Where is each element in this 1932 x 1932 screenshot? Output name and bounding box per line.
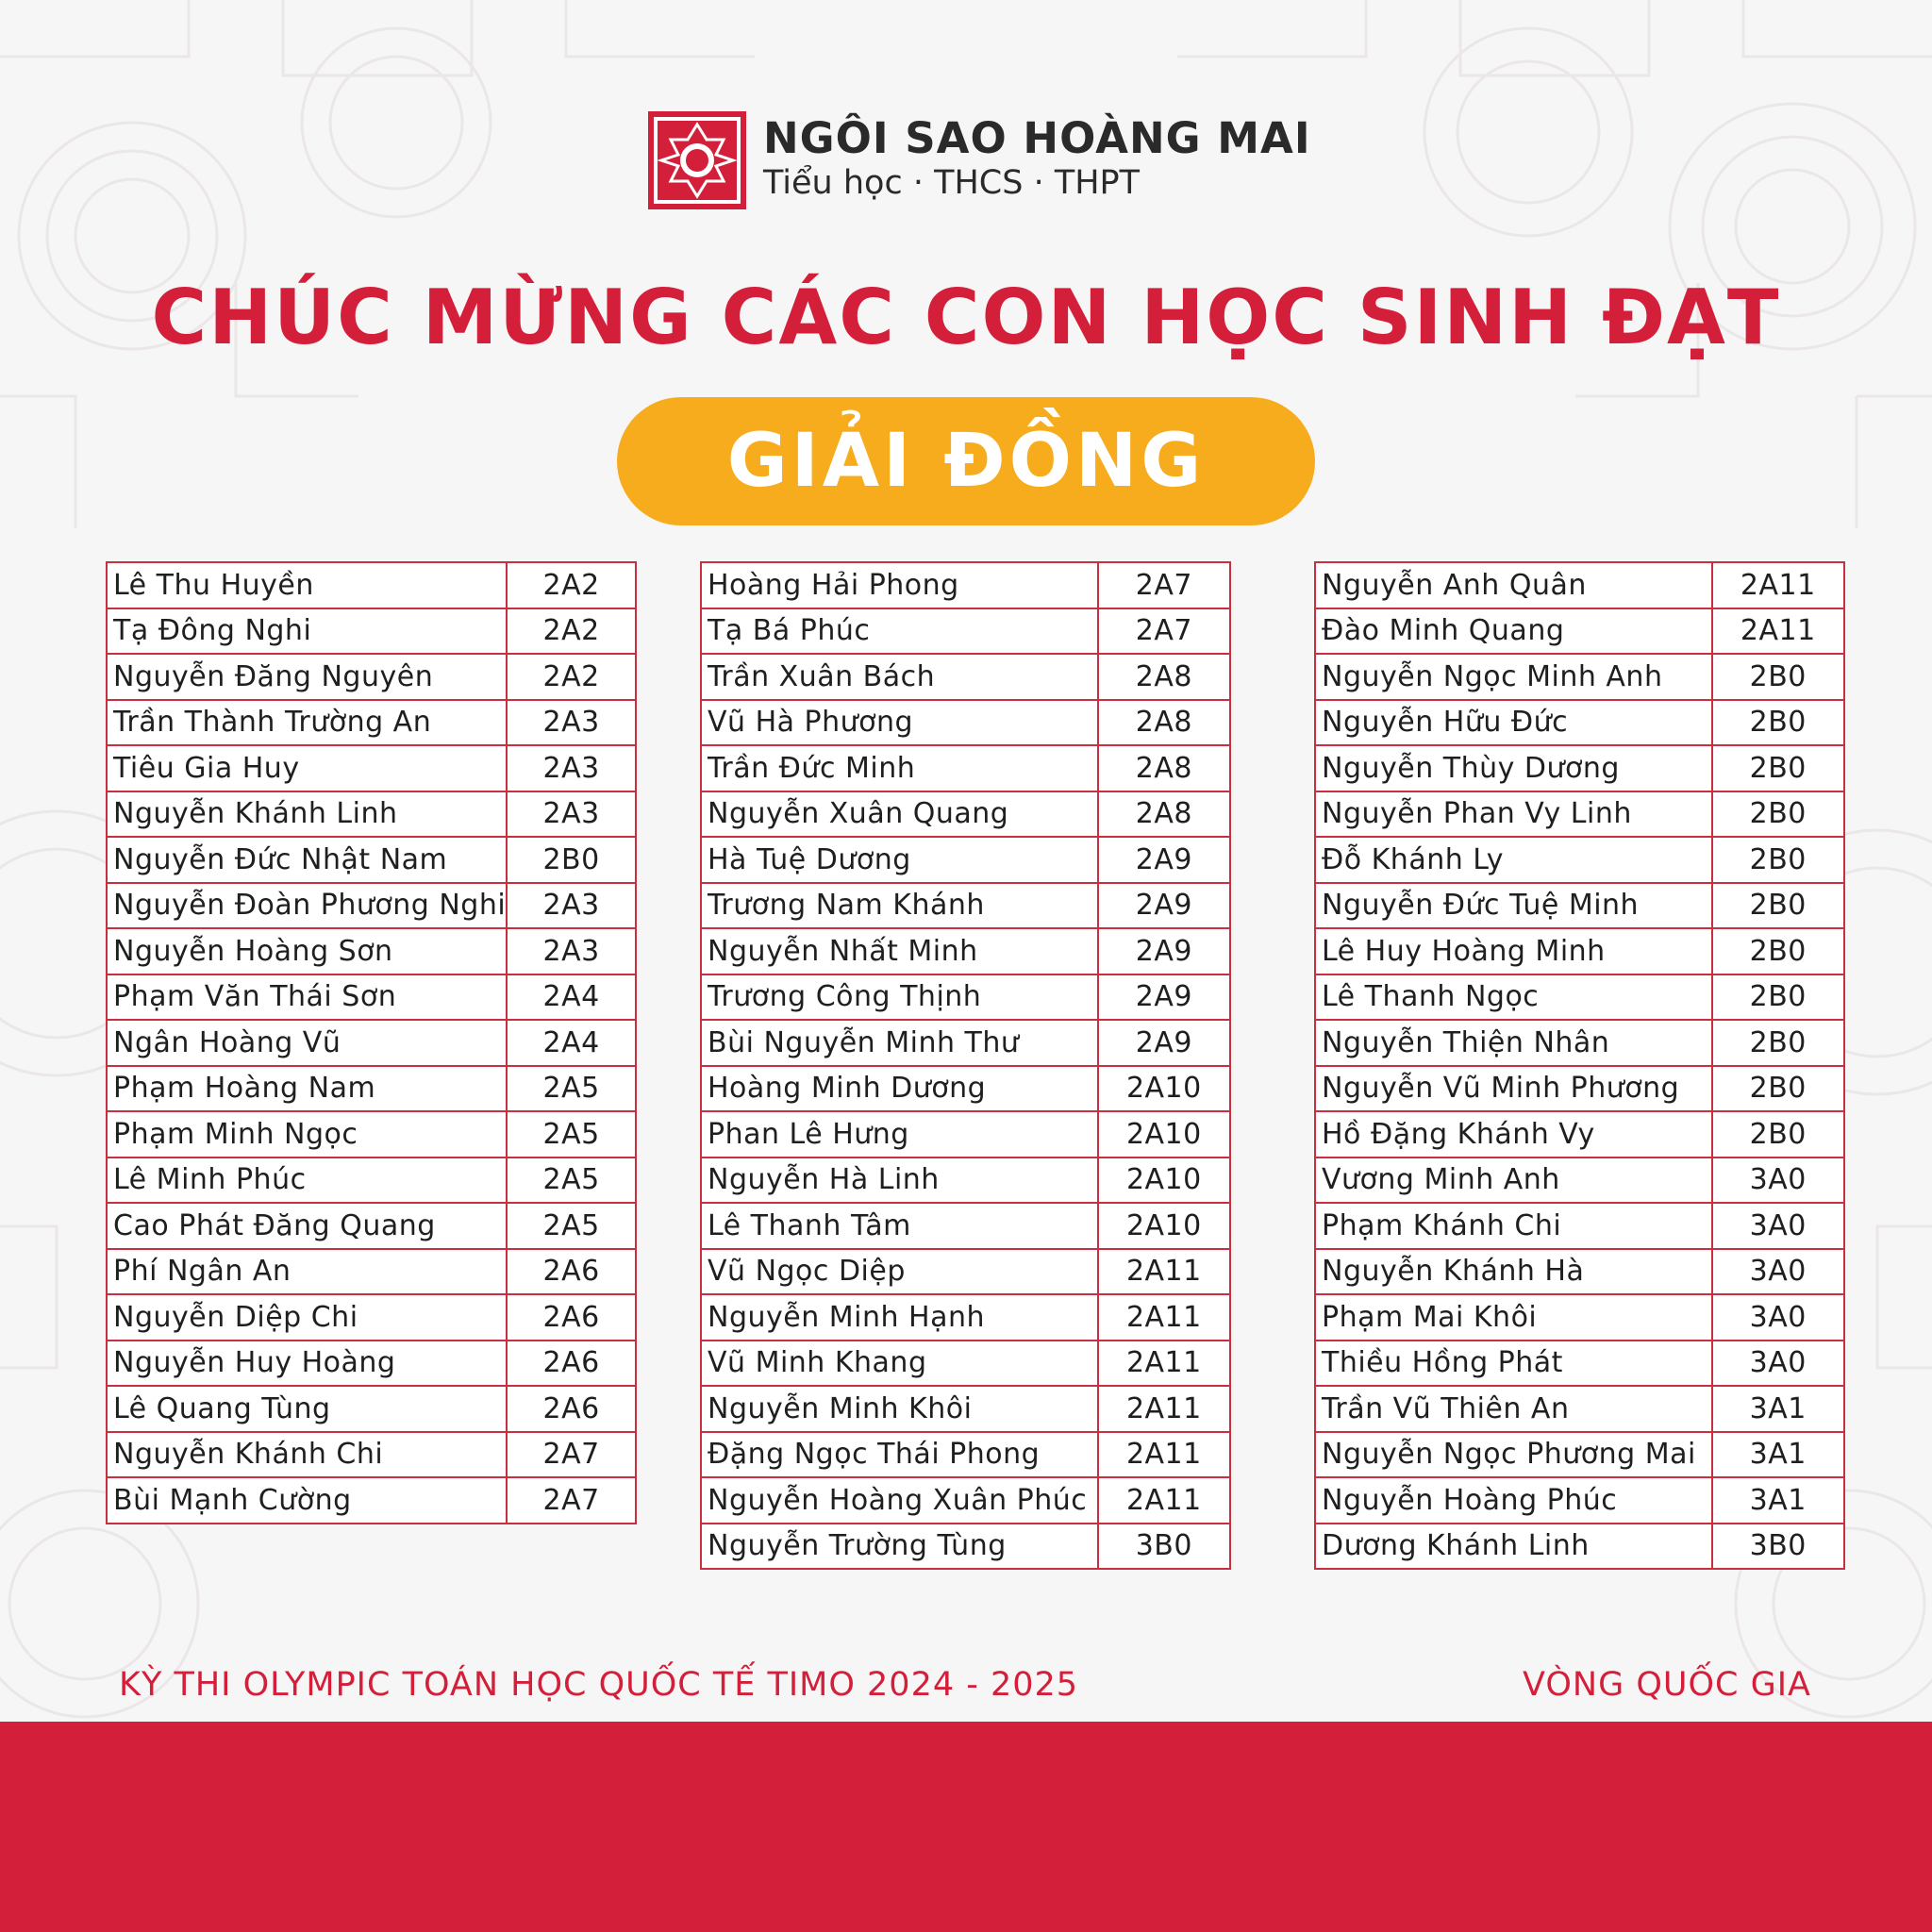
- student-table-2: [700, 561, 1231, 1570]
- student-name: Phan Lê Hưng: [701, 1111, 1098, 1158]
- student-name: Dương Khánh Linh: [1315, 1524, 1712, 1570]
- student-class: 3A0: [1712, 1341, 1844, 1387]
- student-name: Trần Vũ Thiên An: [1315, 1386, 1712, 1432]
- student-name: Bùi Nguyễn Minh Thư: [701, 1020, 1098, 1066]
- table-row: [107, 1158, 636, 1204]
- student-class: 3B0: [1712, 1524, 1844, 1570]
- student-class: 2A5: [507, 1066, 636, 1112]
- table-row: [1315, 1432, 1844, 1478]
- student-name: Hà Tuệ Dương: [701, 837, 1098, 883]
- table-row: [107, 883, 636, 929]
- student-name: Ngân Hoàng Vũ: [107, 1020, 507, 1066]
- table-row: [1315, 883, 1844, 929]
- student-class: 2A5: [507, 1158, 636, 1204]
- student-class: 2A10: [1098, 1203, 1230, 1249]
- table-row: [701, 1477, 1230, 1524]
- student-class: 2A10: [1098, 1066, 1230, 1112]
- student-name: Nguyễn Ngọc Phương Mai: [1315, 1432, 1712, 1478]
- table-row: [107, 1066, 636, 1112]
- student-name: Trần Xuân Bách: [701, 654, 1098, 700]
- student-class: 2B0: [1712, 837, 1844, 883]
- table-row: [107, 1111, 636, 1158]
- student-class: 2A2: [507, 562, 636, 608]
- student-class: 2B0: [1712, 654, 1844, 700]
- student-class: 2A6: [507, 1249, 636, 1295]
- student-class: 2B0: [1712, 791, 1844, 838]
- student-name: Nguyễn Khánh Chi: [107, 1432, 507, 1478]
- brand-name: NGÔI SAO HOÀNG MAI: [763, 113, 1311, 163]
- student-name: Nguyễn Anh Quân: [1315, 562, 1712, 608]
- table-row: [701, 1386, 1230, 1432]
- student-class: 2A9: [1098, 928, 1230, 974]
- student-class: 2A4: [507, 974, 636, 1021]
- student-class: 2B0: [1712, 700, 1844, 746]
- table-row: [1315, 791, 1844, 838]
- student-class: 2B0: [1712, 883, 1844, 929]
- student-class: 2A6: [507, 1294, 636, 1341]
- student-class: 3B0: [1098, 1524, 1230, 1570]
- table-row: [1315, 1158, 1844, 1204]
- student-name: Nguyễn Hữu Đức: [1315, 700, 1712, 746]
- student-name: Phạm Hoàng Nam: [107, 1066, 507, 1112]
- student-name: Nguyễn Xuân Quang: [701, 791, 1098, 838]
- student-class: 2A9: [1098, 837, 1230, 883]
- student-name: Nguyễn Trường Tùng: [701, 1524, 1098, 1570]
- table-row: [107, 562, 636, 608]
- student-class: 2A11: [1098, 1294, 1230, 1341]
- student-name: Đào Minh Quang: [1315, 608, 1712, 655]
- student-class: 2B0: [1712, 1020, 1844, 1066]
- table-row: [1315, 1524, 1844, 1570]
- student-name: Vũ Minh Khang: [701, 1341, 1098, 1387]
- table-row: [107, 1294, 636, 1341]
- student-name: Nguyễn Đức Nhật Nam: [107, 837, 507, 883]
- table-row: [1315, 1341, 1844, 1387]
- student-name: Nguyễn Hoàng Phúc: [1315, 1477, 1712, 1524]
- table-row: [701, 745, 1230, 791]
- student-name: Nguyễn Nhất Minh: [701, 928, 1098, 974]
- table-row: [107, 1020, 636, 1066]
- student-class: 3A1: [1712, 1432, 1844, 1478]
- student-class: 2A4: [507, 1020, 636, 1066]
- table-row: [107, 1203, 636, 1249]
- table-row: [107, 974, 636, 1021]
- table-row: [107, 1341, 636, 1387]
- table-row: [701, 974, 1230, 1021]
- student-class: 3A0: [1712, 1249, 1844, 1295]
- student-class: 2A9: [1098, 883, 1230, 929]
- table-row: [1315, 1294, 1844, 1341]
- student-table-3: [1314, 561, 1845, 1570]
- student-name: Nguyễn Hoàng Sơn: [107, 928, 507, 974]
- student-class: 2B0: [1712, 974, 1844, 1021]
- table-row: [107, 654, 636, 700]
- table-row: [701, 1111, 1230, 1158]
- table-row: [701, 1432, 1230, 1478]
- student-class: 2A3: [507, 928, 636, 974]
- table-row: [1315, 928, 1844, 974]
- student-class: 2A11: [1712, 562, 1844, 608]
- student-class: 2B0: [507, 837, 636, 883]
- table-row: [701, 791, 1230, 838]
- table-row: [1315, 1386, 1844, 1432]
- table-row: [1315, 1111, 1844, 1158]
- student-class: 2A11: [1098, 1341, 1230, 1387]
- student-name: Phạm Minh Ngọc: [107, 1111, 507, 1158]
- table-row: [701, 562, 1230, 608]
- student-class: 3A0: [1712, 1158, 1844, 1204]
- student-class: 2B0: [1712, 1111, 1844, 1158]
- student-name: Nguyễn Khánh Linh: [107, 791, 507, 838]
- table-row: [107, 608, 636, 655]
- student-class: 3A0: [1712, 1203, 1844, 1249]
- table-row: [1315, 745, 1844, 791]
- student-name: Nguyễn Khánh Hà: [1315, 1249, 1712, 1295]
- student-class: 2A7: [1098, 608, 1230, 655]
- student-name: Lê Quang Tùng: [107, 1386, 507, 1432]
- student-class: 2A9: [1098, 1020, 1230, 1066]
- award-badge: [617, 397, 1315, 525]
- student-class: 2A7: [507, 1432, 636, 1478]
- student-name: Phạm Mai Khôi: [1315, 1294, 1712, 1341]
- table-row: [701, 1294, 1230, 1341]
- student-class: 2A6: [507, 1341, 636, 1387]
- student-name: Bùi Mạnh Cường: [107, 1477, 507, 1524]
- table-row: [1315, 1203, 1844, 1249]
- table-row: [1315, 608, 1844, 655]
- table-row: [107, 1477, 636, 1524]
- table-row: [701, 883, 1230, 929]
- student-class: 3A1: [1712, 1477, 1844, 1524]
- table-row: [701, 1158, 1230, 1204]
- student-name: Lê Huy Hoàng Minh: [1315, 928, 1712, 974]
- student-class: 3A0: [1712, 1294, 1844, 1341]
- table-row: [701, 1249, 1230, 1295]
- student-class: 2B0: [1712, 745, 1844, 791]
- table-row: [701, 837, 1230, 883]
- student-class: 2A3: [507, 883, 636, 929]
- exam-name: KỲ THI OLYMPIC TOÁN HỌC QUỐC TẾ TIMO 2024 - 2025: [119, 1666, 1079, 1704]
- student-class: 3A1: [1712, 1386, 1844, 1432]
- table-row: [107, 928, 636, 974]
- school-logo-icon: [648, 111, 746, 209]
- student-name: Nguyễn Phan Vy Linh: [1315, 791, 1712, 838]
- student-class: 2A3: [507, 791, 636, 838]
- student-name: Nguyễn Thùy Dương: [1315, 745, 1712, 791]
- student-name: Trần Thành Trường An: [107, 700, 507, 746]
- student-class: 2A11: [1712, 608, 1844, 655]
- table-row: [701, 1066, 1230, 1112]
- student-class: 2A11: [1098, 1249, 1230, 1295]
- student-class: 2A3: [507, 700, 636, 746]
- table-row: [107, 1386, 636, 1432]
- student-class: 2A8: [1098, 791, 1230, 838]
- student-name: Hồ Đặng Khánh Vy: [1315, 1111, 1712, 1158]
- table-row: [701, 700, 1230, 746]
- student-class: 2A5: [507, 1203, 636, 1249]
- student-name: Nguyễn Minh Hạnh: [701, 1294, 1098, 1341]
- student-class: 2A10: [1098, 1111, 1230, 1158]
- table-row: [107, 700, 636, 746]
- student-table-1: [106, 561, 637, 1524]
- student-class: 2A5: [507, 1111, 636, 1158]
- brand-subtitle: Tiểu học · THCS · THPT: [763, 164, 1140, 202]
- student-class: 2A9: [1098, 974, 1230, 1021]
- student-class: 2A7: [1098, 562, 1230, 608]
- student-class: 2A11: [1098, 1432, 1230, 1478]
- student-name: Vương Minh Anh: [1315, 1158, 1712, 1204]
- student-name: Thiều Hồng Phát: [1315, 1341, 1712, 1387]
- student-name: Nguyễn Minh Khôi: [701, 1386, 1098, 1432]
- student-class: 2A7: [507, 1477, 636, 1524]
- student-class: 2A3: [507, 745, 636, 791]
- student-name: Lê Thanh Ngọc: [1315, 974, 1712, 1021]
- table-row: [1315, 700, 1844, 746]
- table-row: [701, 928, 1230, 974]
- student-name: Đặng Ngọc Thái Phong: [701, 1432, 1098, 1478]
- student-name: Hoàng Hải Phong: [701, 562, 1098, 608]
- student-name: Phạm Khánh Chi: [1315, 1203, 1712, 1249]
- bottom-band: [0, 1722, 1932, 1932]
- student-name: Nguyễn Vũ Minh Phương: [1315, 1066, 1712, 1112]
- table-row: [701, 1341, 1230, 1387]
- student-class: 2A11: [1098, 1386, 1230, 1432]
- table-row: [701, 608, 1230, 655]
- student-name: Nguyễn Ngọc Minh Anh: [1315, 654, 1712, 700]
- exam-round: VÒNG QUỐC GIA: [1523, 1666, 1811, 1704]
- table-row: [1315, 654, 1844, 700]
- student-class: 2A2: [507, 608, 636, 655]
- student-name: Hoàng Minh Dương: [701, 1066, 1098, 1112]
- table-row: [1315, 837, 1844, 883]
- student-name: Cao Phát Đăng Quang: [107, 1203, 507, 1249]
- student-class: 2A2: [507, 654, 636, 700]
- student-name: Vũ Hà Phương: [701, 700, 1098, 746]
- student-name: Nguyễn Đăng Nguyên: [107, 654, 507, 700]
- student-name: Trương Nam Khánh: [701, 883, 1098, 929]
- table-row: [107, 1432, 636, 1478]
- award-title: GIẢI ĐỒNG: [726, 419, 1206, 504]
- student-class: 2B0: [1712, 1066, 1844, 1112]
- student-name: Nguyễn Đức Tuệ Minh: [1315, 883, 1712, 929]
- student-class: 2A8: [1098, 745, 1230, 791]
- student-name: Nguyễn Đoàn Phương Nghi: [107, 883, 507, 929]
- student-class: 2A8: [1098, 654, 1230, 700]
- table-row: [701, 654, 1230, 700]
- table-row: [701, 1524, 1230, 1570]
- student-name: Tạ Bá Phúc: [701, 608, 1098, 655]
- table-row: [107, 791, 636, 838]
- student-name: Tiêu Gia Huy: [107, 745, 507, 791]
- student-name: Trần Đức Minh: [701, 745, 1098, 791]
- table-row: [701, 1203, 1230, 1249]
- student-class: 2A10: [1098, 1158, 1230, 1204]
- student-name: Nguyễn Hà Linh: [701, 1158, 1098, 1204]
- student-name: Đỗ Khánh Ly: [1315, 837, 1712, 883]
- student-name: Nguyễn Thiện Nhân: [1315, 1020, 1712, 1066]
- table-row: [701, 1020, 1230, 1066]
- student-name: Lê Thanh Tâm: [701, 1203, 1098, 1249]
- student-class: 2B0: [1712, 928, 1844, 974]
- student-name: Lê Thu Huyền: [107, 562, 507, 608]
- student-name: Phí Ngân An: [107, 1249, 507, 1295]
- congratulations-headline: CHÚC MỪNG CÁC CON HỌC SINH ĐẠT: [151, 274, 1781, 361]
- student-name: Trương Công Thịnh: [701, 974, 1098, 1021]
- student-name: Lê Minh Phúc: [107, 1158, 507, 1204]
- table-row: [107, 1249, 636, 1295]
- table-row: [107, 745, 636, 791]
- table-row: [1315, 974, 1844, 1021]
- student-name: Nguyễn Huy Hoàng: [107, 1341, 507, 1387]
- student-name: Nguyễn Hoàng Xuân Phúc: [701, 1477, 1098, 1524]
- student-name: Vũ Ngọc Diệp: [701, 1249, 1098, 1295]
- table-row: [1315, 1020, 1844, 1066]
- table-row: [1315, 1066, 1844, 1112]
- student-name: Tạ Đông Nghi: [107, 608, 507, 655]
- table-row: [1315, 562, 1844, 608]
- student-class: 2A11: [1098, 1477, 1230, 1524]
- student-class: 2A8: [1098, 700, 1230, 746]
- table-row: [1315, 1477, 1844, 1524]
- table-row: [1315, 1249, 1844, 1295]
- student-name: Nguyễn Diệp Chi: [107, 1294, 507, 1341]
- student-class: 2A6: [507, 1386, 636, 1432]
- brand-header: [648, 111, 1311, 209]
- table-row: [107, 837, 636, 883]
- student-name: Phạm Văn Thái Sơn: [107, 974, 507, 1021]
